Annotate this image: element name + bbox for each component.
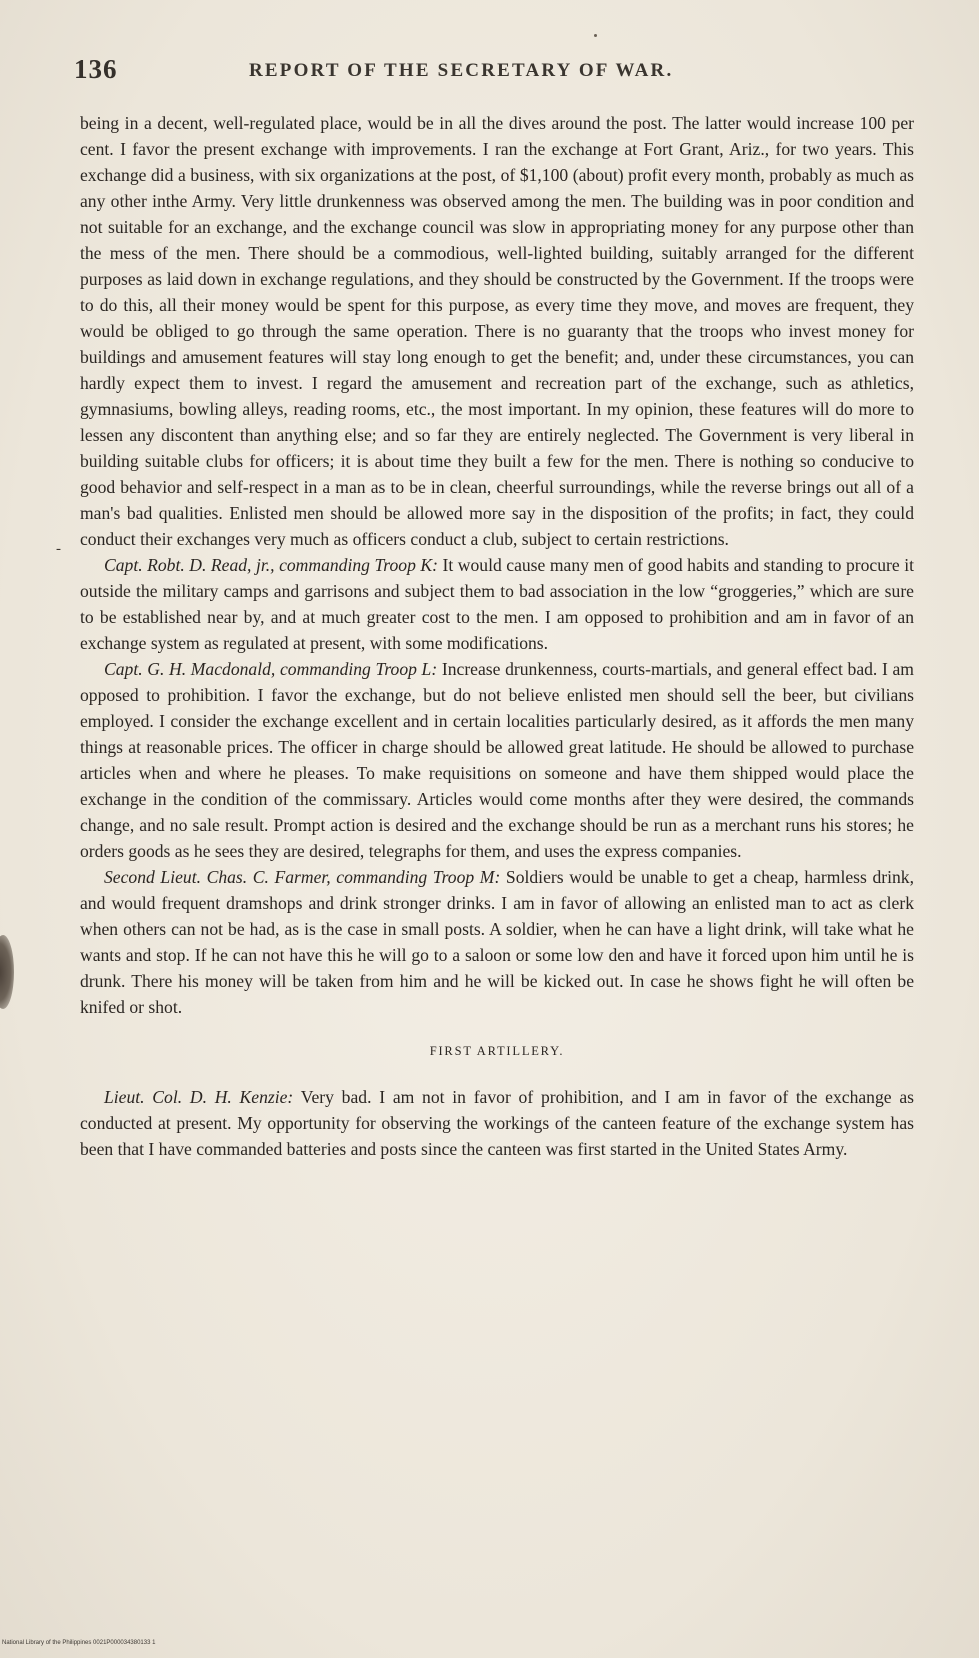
scan-footer: National Library of the Philippines 0021P000034380133 1 xyxy=(2,1640,156,1646)
testimony-farmer xyxy=(80,864,914,1020)
testimony-text: Soldiers would be unable to get a cheap, harmless drink, and would frequent dramshops and drink stronger drinks. I am in favor of allowing an enlisted man to act as clerk when others can not be had, as is the case in small posts. A soldier, when he can have a light drink, will take what he wants and stop. If he can not have this he will go to a saloon or some low den and have it forced upon him until he is drunk. There his money will be taken from him and he will be kicked out. In case he shows fight he will often be knifed or shot. xyxy=(80,867,914,1017)
page-header xyxy=(74,54,914,90)
speaker-name: Capt. G. H. Macdonald, commanding Troop L: xyxy=(104,659,438,679)
body-text xyxy=(80,110,914,1162)
margin-mark: - xyxy=(56,541,61,557)
speaker-name: Capt. Robt. D. Read, jr., commanding Troop K: xyxy=(104,555,438,575)
page-number: 136 xyxy=(74,54,118,84)
running-title: REPORT OF THE SECRETARY OF WAR. xyxy=(249,60,674,81)
section-heading: FIRST ARTILLERY. xyxy=(429,1044,565,1058)
paragraph-text: being in a decent, well-regulated place, would be in all the dives around the post. The latter would increase 100 per cent. I favor the present exchange with improvements. I ran the exchange at Fort Grant, Ariz., for two years. This exchange did a business, with six organizations at the post, of $1,100 (about) profit every month, probably as much as any other inthe Army. Very little drunkenness was observed among the men. The building was in poor condition and not suitable for an exchange, and the exchange council was slow in appropriating money for any purpose other than the mess of the men. There should be a commodious, well-lighted building, suitably arranged for the different purposes as laid down in exchange regulations, and they should be constructed by the Government. If the troops were to do this, all their money would be spent for this purpose, as every time they move, and moves are frequent, they would be obliged to go through the same operation. There is no guaranty that the troops who invest money for buildings and amusement features will stay long enough to get the benefit; and, under these circumstances, you can hardly expect them to invest. I regard the amusement and recreation part of the exchange, such as athletics, gymnasiums, bowling alleys, reading rooms, etc., the most important. In my opinion, these features will do more to lessen any discontent than anything else; and so far they are entirely neglected. The Government is very liberal in building suitable clubs for officers; it is about time they built a few for the men. There is nothing so conducive to good behavior and self-respect in a man as to be in clean, cheerful surroundings, while the reverse brings out all of a man's bad qualities. Enlisted men should be allowed more say in the disposition of the profits; in fact, they could conduct their exchanges very much as officers conduct a club, subject to certain restrictions. xyxy=(80,113,914,549)
testimony-text: It would cause many men of good habits and standing to procure it outside the military camps and garrisons and subject them to bad association in the low “groggeries,” which are sure to be established near by, and at much greater cost to the men. I am opposed to prohibition and am in favor of an exchange system as regulated at present, with some modifications. xyxy=(80,555,914,653)
testimony-macdonald xyxy=(80,656,914,864)
thumb-shadow xyxy=(0,935,14,1009)
testimony-read xyxy=(80,552,914,656)
testimony-kenzie xyxy=(80,1084,914,1162)
testimony-text: Increase drunkenness, courts-martials, and general effect bad. I am opposed to prohibition. I favor the exchange, but do not believe enlisted men should sell the beer, but civilians employed. I consider the exchange excellent and in certain localities particularly desired, as it affords the men many things at reasonable prices. The officer in charge should be allowed great latitude. He should be allowed to purchase articles when and where he pleases. To make requisitions on someone and have them shipped would place the exchange in the condition of the commissary. Articles would come months after they were desired, the commands change, and no sale result. Prompt action is desired and the exchange should be run as a merchant runs his stores; he orders goods as he sees they are desired, telegraphs for them, and uses the express companies. xyxy=(80,659,914,861)
speaker-name: Lieut. Col. D. H. Kenzie: xyxy=(104,1087,294,1107)
speaker-name: Second Lieut. Chas. C. Farmer, commanding Troop M: xyxy=(104,867,501,887)
testimony-text: Very bad. I am not in favor of prohibition, and I am in favor of the exchange as conducted at present. My opportunity for observing the workings of the canteen feature of the exchange system has been that I have commanded batteries and posts since the canteen was first started in the United States Army. xyxy=(80,1087,914,1159)
printing-speck xyxy=(594,34,597,37)
paragraph-continuation xyxy=(80,110,914,552)
